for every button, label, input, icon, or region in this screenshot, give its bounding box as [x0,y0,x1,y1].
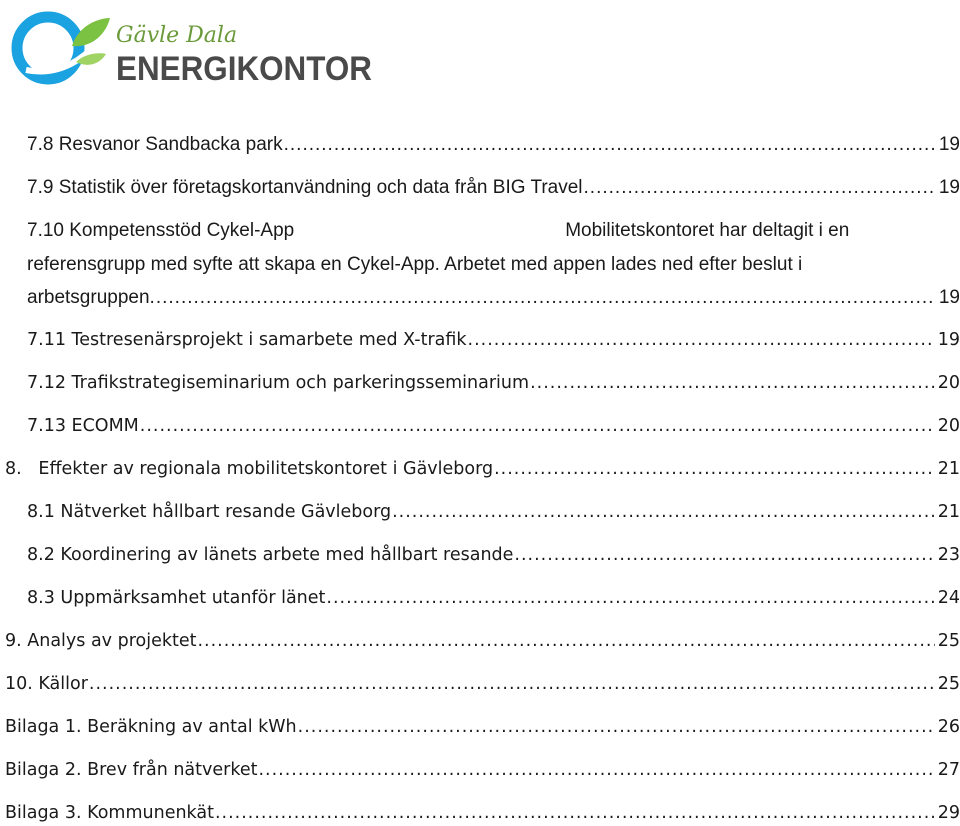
toc-entry-title: 8.2 Koordinering av länets arbete med hållbart resande [27,545,514,565]
toc-entry-10[interactable] [5,672,960,696]
toc-entry-description: arbetsgruppen. [27,287,155,308]
toc-entry-title: 7.9 Statistik över företagskortanvändning och data från BIG Travel [27,177,583,198]
toc-leader-dots [215,801,935,825]
toc-leader-dots [284,133,936,157]
toc-leader-dots [468,328,935,352]
toc-leader-dots [326,586,934,610]
toc-entry-title: 7.8 Resvanor Sandbacka park [27,134,283,155]
toc-leader-dots [530,371,935,395]
toc-entry-7-8[interactable] [27,133,960,157]
toc-page-number: 19 [938,287,960,308]
toc-entry-description: referensgrupp med syfte att skapa en Cykel-App. Arbetet med appen lades ned efter beslut i [27,254,803,275]
toc-page-number: 26 [937,717,960,737]
toc-leader-dots [298,715,935,739]
toc-page-number: 24 [937,588,960,608]
toc-entry-bilaga-1[interactable] [5,715,960,739]
toc-page-number: 19 [938,134,960,155]
toc-leader-dots [156,286,936,310]
toc-page-number: 23 [937,545,960,565]
toc-leader-dots [514,543,934,567]
toc-entry-title: Bilaga 1. Beräkning av antal kWh [5,717,297,737]
toc-entry-7-10-line1[interactable] [27,219,932,243]
toc-entry-title: 7.10 Kompetensstöd Cykel-App [27,220,295,241]
toc-leader-dots [494,457,935,481]
toc-entry-8-2[interactable] [27,543,960,567]
toc-entry-7-9[interactable] [27,176,960,200]
toc-entry-title: 7.11 Testresenärsprojekt i samarbete med X-trafik [27,330,467,350]
toc-page-number: 20 [937,373,960,393]
toc-entry-7-13[interactable] [27,414,960,438]
toc-entry-title: 7.12 Trafikstrategiseminarium och parkeringsseminarium [27,373,530,393]
toc-page-number: 25 [937,631,960,651]
toc-entry-bilaga-2[interactable] [5,758,960,782]
toc-entry-title: 7.13 ECOMM [27,416,139,436]
toc-leader-dots [392,500,935,524]
toc-entry-title: 9. Analys av projektet [5,631,197,651]
toc-leader-dots [584,176,936,200]
toc-page-number: 25 [937,674,960,694]
toc-page-number: 19 [937,330,960,350]
toc-entry-8[interactable] [5,457,960,481]
energikontor-logo [6,4,386,94]
toc-entry-title: 8. Effekter av regionala mobilitetskontoret i Gävleborg [5,459,494,479]
toc-entry-7-11[interactable] [27,328,960,352]
toc-entry-7-12[interactable] [27,371,960,395]
toc-entry-title: 8.3 Uppmärksamhet utanför länet [27,588,326,608]
toc-leader-dots [89,672,935,696]
toc-leader-dots [140,414,935,438]
toc-entry-description: Mobilitetskontoret har deltagit i en [565,220,850,241]
toc-entry-title: Bilaga 3. Kommunenkät [5,803,214,823]
toc-page-number: 21 [937,502,960,522]
toc-entry-title: Bilaga 2. Brev från nätverket [5,760,258,780]
toc-entry-7-10-line2 [27,253,932,277]
toc-entry-8-1[interactable] [27,500,960,524]
toc-entry-bilaga-3[interactable] [5,801,960,825]
toc-page-number: 29 [937,803,960,823]
toc-leader-dots [258,758,934,782]
toc-page-number: 19 [938,177,960,198]
toc-page-number: 20 [937,416,960,436]
toc-page-number: 27 [937,760,960,780]
logo-wordmark: ENERGIKONTOR [116,50,372,88]
toc-page-number: 21 [937,459,960,479]
toc-leader-dots [197,629,934,653]
toc-entry-9[interactable] [5,629,960,653]
toc-entry-7-10-line3[interactable] [27,286,960,310]
toc-entry-title: 8.1 Nätverket hållbart resande Gävleborg [27,502,392,522]
toc-entry-8-3[interactable] [27,586,960,610]
toc-entry-title: 10. Källor [5,674,88,694]
logo-script-text: Gävle Dala [116,23,238,48]
